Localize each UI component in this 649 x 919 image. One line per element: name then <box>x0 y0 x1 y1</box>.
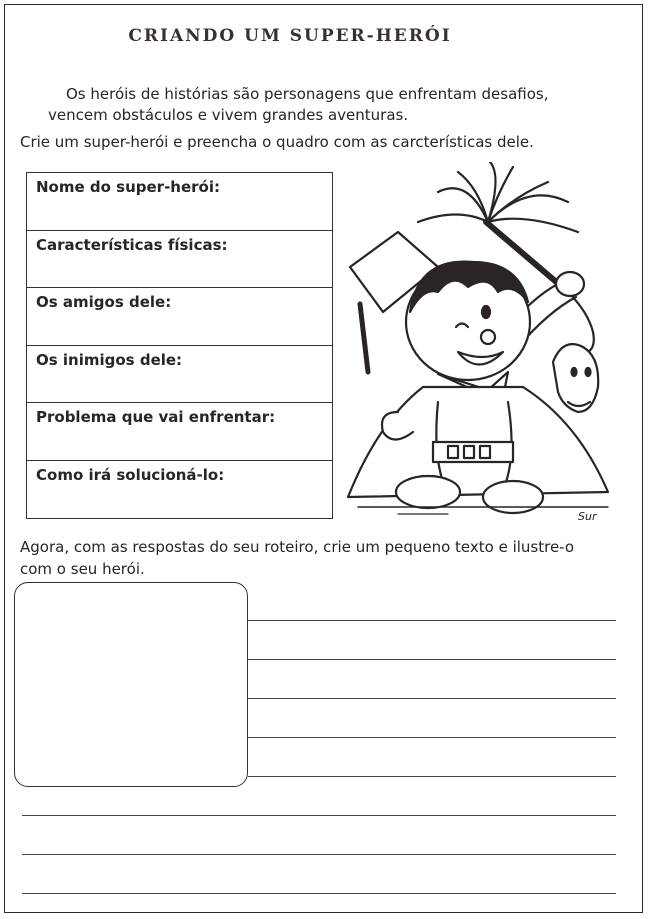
writing-instruction <box>20 536 630 580</box>
row-label: Características físicas: <box>36 235 228 254</box>
table-row-solution[interactable] <box>27 461 332 519</box>
cartoon-boy-with-feather-duster-icon <box>338 162 618 527</box>
intro-paragraph <box>20 84 620 126</box>
table-row-enemies[interactable] <box>27 346 332 404</box>
writing-line[interactable] <box>22 854 616 855</box>
illustration-signature: Sur <box>578 510 597 523</box>
writing-instruction-line-1: Agora, com as respostas do seu roteiro, crie um pequeno texto e ilustre-o <box>20 538 575 556</box>
writing-line[interactable] <box>248 737 616 738</box>
intro-line-1: Os heróis de histórias são personagens que enfrentam desafios, <box>66 85 549 103</box>
table-row-name[interactable] <box>27 173 332 231</box>
row-label: Como irá solucioná-lo: <box>36 465 225 484</box>
drawing-area[interactable] <box>14 582 248 787</box>
table-row-problem[interactable] <box>27 403 332 461</box>
row-label: Os amigos dele: <box>36 293 172 311</box>
intro-line-2: vencem obstáculos e vivem grandes aventuras. <box>48 106 409 124</box>
table-row-physical[interactable] <box>27 231 332 289</box>
hero-characteristics-table <box>26 172 333 519</box>
row-label: Problema que vai enfrentar: <box>36 408 276 426</box>
writing-line[interactable] <box>248 776 616 777</box>
writing-line[interactable] <box>22 893 616 894</box>
table-instruction: Crie um super-herói e preencha o quadro com as carcterísticas dele. <box>20 133 534 151</box>
writing-line[interactable] <box>248 698 616 699</box>
table-row-friends[interactable] <box>27 288 332 346</box>
row-label: Nome do super-herói: <box>36 178 220 196</box>
writing-line[interactable] <box>248 659 616 660</box>
page-title: CRIANDO UM SUPER-HERÓI <box>128 26 452 46</box>
writing-line[interactable] <box>22 815 616 816</box>
writing-line[interactable] <box>248 620 616 621</box>
writing-instruction-line-2: com o seu herói. <box>20 560 145 578</box>
row-label: Os inimigos dele: <box>36 350 183 369</box>
